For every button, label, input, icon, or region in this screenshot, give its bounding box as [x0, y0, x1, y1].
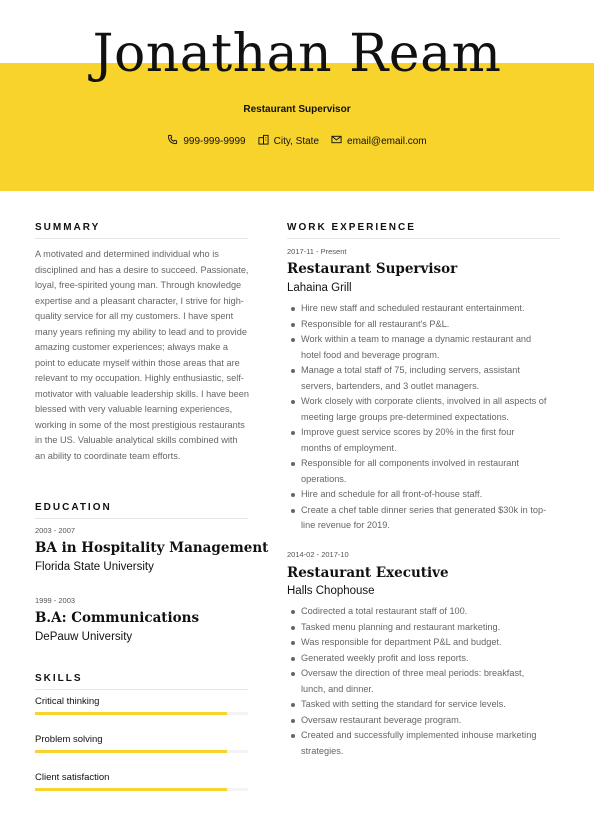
summary-divider [35, 238, 248, 239]
education-divider [35, 518, 248, 519]
job-dates: 2017-11 - Present [287, 247, 347, 256]
job-bullet: Oversaw restaurant beverage program. [287, 713, 547, 729]
job-bullet: Create a chef table dinner series that generated $30k in top-line revenue for 2019. [287, 503, 547, 534]
job-bullet: Was responsible for department P&L and budget. [287, 635, 547, 651]
education-school: Florida State University [35, 561, 154, 573]
job-bullets [287, 301, 547, 534]
location-text: City, State [273, 135, 320, 147]
contact-row [0, 134, 594, 148]
contact-location [258, 134, 319, 148]
job-bullet: Work within a team to manage a dynamic restaurant and hotel food and beverage program. [287, 332, 547, 363]
building-icon [258, 134, 269, 148]
education-title: EDUCATION [35, 502, 112, 513]
job-company: Halls Chophouse [287, 585, 375, 597]
contact-email[interactable] [331, 134, 427, 148]
job-title: Restaurant Executive [287, 565, 449, 581]
skills-divider [35, 689, 248, 690]
summary-title: SUMMARY [35, 222, 101, 233]
skill-bar-fill [35, 750, 227, 753]
contact-phone [167, 134, 245, 148]
skill-bar [35, 750, 248, 753]
skill-bar-fill [35, 712, 227, 715]
email-icon [331, 134, 342, 148]
candidate-name: Jonathan Ream [92, 24, 502, 84]
skill-label: Client satisfaction [35, 772, 110, 783]
job-title: Restaurant Supervisor [287, 261, 458, 277]
job-bullet: Work closely with corporate clients, involved in all aspects of meeting large groups pre-determined expectations. [287, 394, 547, 425]
job-bullet: Created and successfully implemented inhouse marketing strategies. [287, 728, 547, 759]
skill-bar [35, 788, 248, 791]
skill-bar-fill [35, 788, 227, 791]
job-bullet: Improve guest service scores by 20% in the first four months of employment. [287, 425, 547, 456]
job-dates: 2014-02 - 2017-10 [287, 550, 349, 559]
education-dates: 1999 - 2003 [35, 596, 76, 605]
phone-text: 999-999-9999 [183, 135, 246, 147]
job-company: Lahaina Grill [287, 282, 352, 294]
job-bullet: Tasked menu planning and restaurant marketing. [287, 620, 547, 636]
skill-label: Problem solving [35, 734, 103, 745]
job-bullet: Hire new staff and scheduled restaurant entertainment. [287, 301, 547, 317]
job-bullet: Hire and schedule for all front-of-house staff. [287, 487, 547, 503]
candidate-role: Restaurant Supervisor [243, 104, 351, 115]
job-bullet: Responsible for all components involved in restaurant operations. [287, 456, 547, 487]
job-bullet: Manage a total staff of 75, including servers, assistant servers, bartenders, and 3 outlet managers. [287, 363, 547, 394]
job-bullets [287, 604, 547, 759]
education-dates: 2003 - 2007 [35, 526, 76, 535]
skill-label: Critical thinking [35, 696, 100, 707]
experience-divider [287, 238, 560, 239]
job-bullet: Generated weekly profit and loss reports. [287, 651, 547, 667]
summary-text: A motivated and determined individual who is disciplined and has a desire to succeed. Passionate, loyal, free-spirited young man. Through knowledge expertise and a pleasant character, I strive for high-quality service for all my customers. I have spent many years refining my ability to lead and to provide amazing customer experiences; always make a point to educate myself within those areas that are relevant to my occupation. Highly enthusiastic, self-motivator with valuable leadership skills. I have been blessed with very valuable learning experiences, working in some of the most prestigious restaurants in the US. Valuable analytical skills combined with an ability to coordinate team efforts. [35, 249, 249, 461]
education-degree: BA in Hospitality Management [35, 540, 269, 556]
job-bullet: Tasked with setting the standard for service levels. [287, 697, 547, 713]
skills-title: SKILLS [35, 673, 83, 684]
education-degree: B.A: Communications [35, 610, 200, 626]
phone-icon [167, 134, 178, 148]
job-bullet: Oversaw the direction of three meal periods: breakfast, lunch, and dinner. [287, 666, 547, 697]
job-bullet: Responsible for all restaurant's P&L. [287, 317, 547, 333]
email-text[interactable]: email@email.com [347, 135, 427, 147]
skill-bar [35, 712, 248, 715]
education-school: DePauw University [35, 631, 133, 643]
experience-title: WORK EXPERIENCE [287, 222, 416, 233]
job-bullet: Codirected a total restaurant staff of 100. [287, 604, 547, 620]
